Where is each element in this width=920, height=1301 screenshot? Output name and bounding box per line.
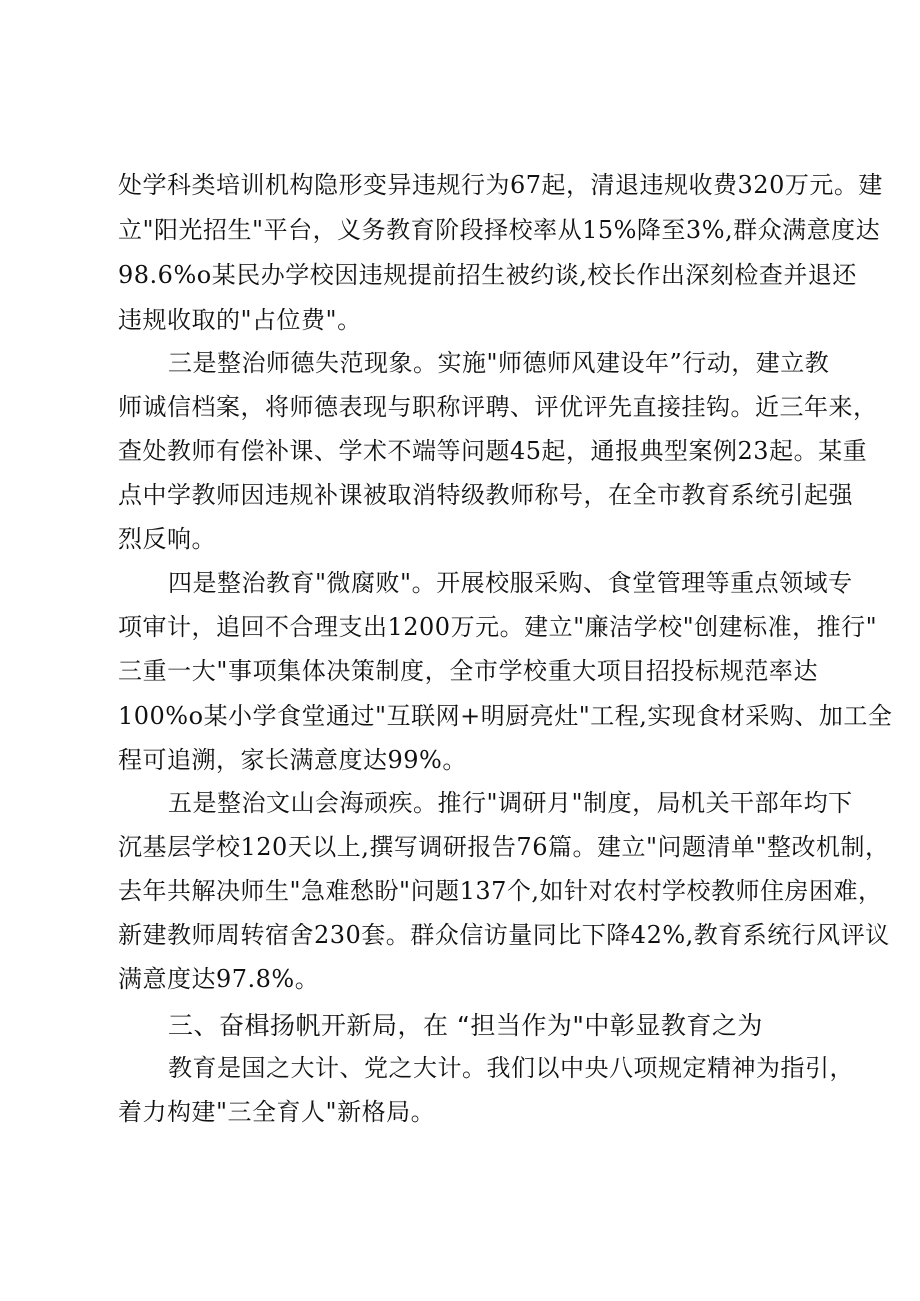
paragraph-start-line: 三是整治师德失范现象。实施"师德师风建设年”行动，建立教 — [168, 349, 830, 377]
text-line: 违规收取的"占位费"。 — [118, 306, 362, 334]
text-line: 烈反响。 — [118, 525, 216, 553]
text-line: 新建教师周转宿舍230套。群众信访量同比下降42%,教育系统行风评议 — [118, 921, 890, 949]
text-line: 三重一大"事项集体决策制度，全市学校重大项目招投标规范率达 — [118, 657, 818, 685]
text-line: 98.6%o某民办学校因违规提前招生被约谈,校长作出深刻检查并退还 — [118, 261, 857, 289]
text-line: 着力构建"三全育人"新格局。 — [118, 1098, 436, 1126]
text-line: 处学科类培训机构隐形变异违规行为67起，清退违规收费320万元。建 — [118, 171, 883, 199]
paragraph-start-line: 四是整治教育"微腐败"。开展校服采购、食堂管理等重点领域专 — [168, 569, 853, 597]
text-line: 查处教师有偿补课、学术不端等问题45起，通报典型案例23起。某重 — [118, 437, 868, 465]
text-line: 项审计，追回不合理支出1200万元。建立"廉洁学校"创建标准，推行" — [118, 613, 878, 641]
text-line: 满意度达97.8%。 — [118, 965, 320, 993]
section-heading: 三、奋楫扬帆开新局，在 “担当作为"中彰显教育之为 — [168, 1011, 763, 1040]
text-line: 立"阳光招生"平台，义务教育阶段择校率从15%降至3%,群众满意度达 — [118, 216, 881, 244]
text-line: 程可追溯，家长满意度达99%。 — [118, 746, 467, 774]
text-line: 师诚信档案，将师德表现与职称评聘、评优评先直接挂钩。近三年来， — [118, 393, 878, 421]
text-line: 去年共解决师生"急难愁盼"问题137个,如针对农村学校教师住房困难， — [118, 877, 883, 905]
text-line: 沉基层学校120天以上,撰写调研报告76篇。建立"问题清单"整改机制， — [118, 833, 890, 861]
paragraph-start-line: 教育是国之大计、党之大计。我们以中央八项规定精神为指引， — [168, 1054, 854, 1082]
text-line: 点中学教师因违规补课被取消特级教师称号，在全市教育系统引起强 — [118, 481, 853, 509]
text-line: 100%o某小学食堂通过"互联网+明厨亮灶"工程,实现食材采购、加工全 — [118, 702, 893, 730]
paragraph-start-line: 五是整治文山会海顽疾。推行"调研月"制度，局机关干部年均下 — [168, 789, 853, 817]
